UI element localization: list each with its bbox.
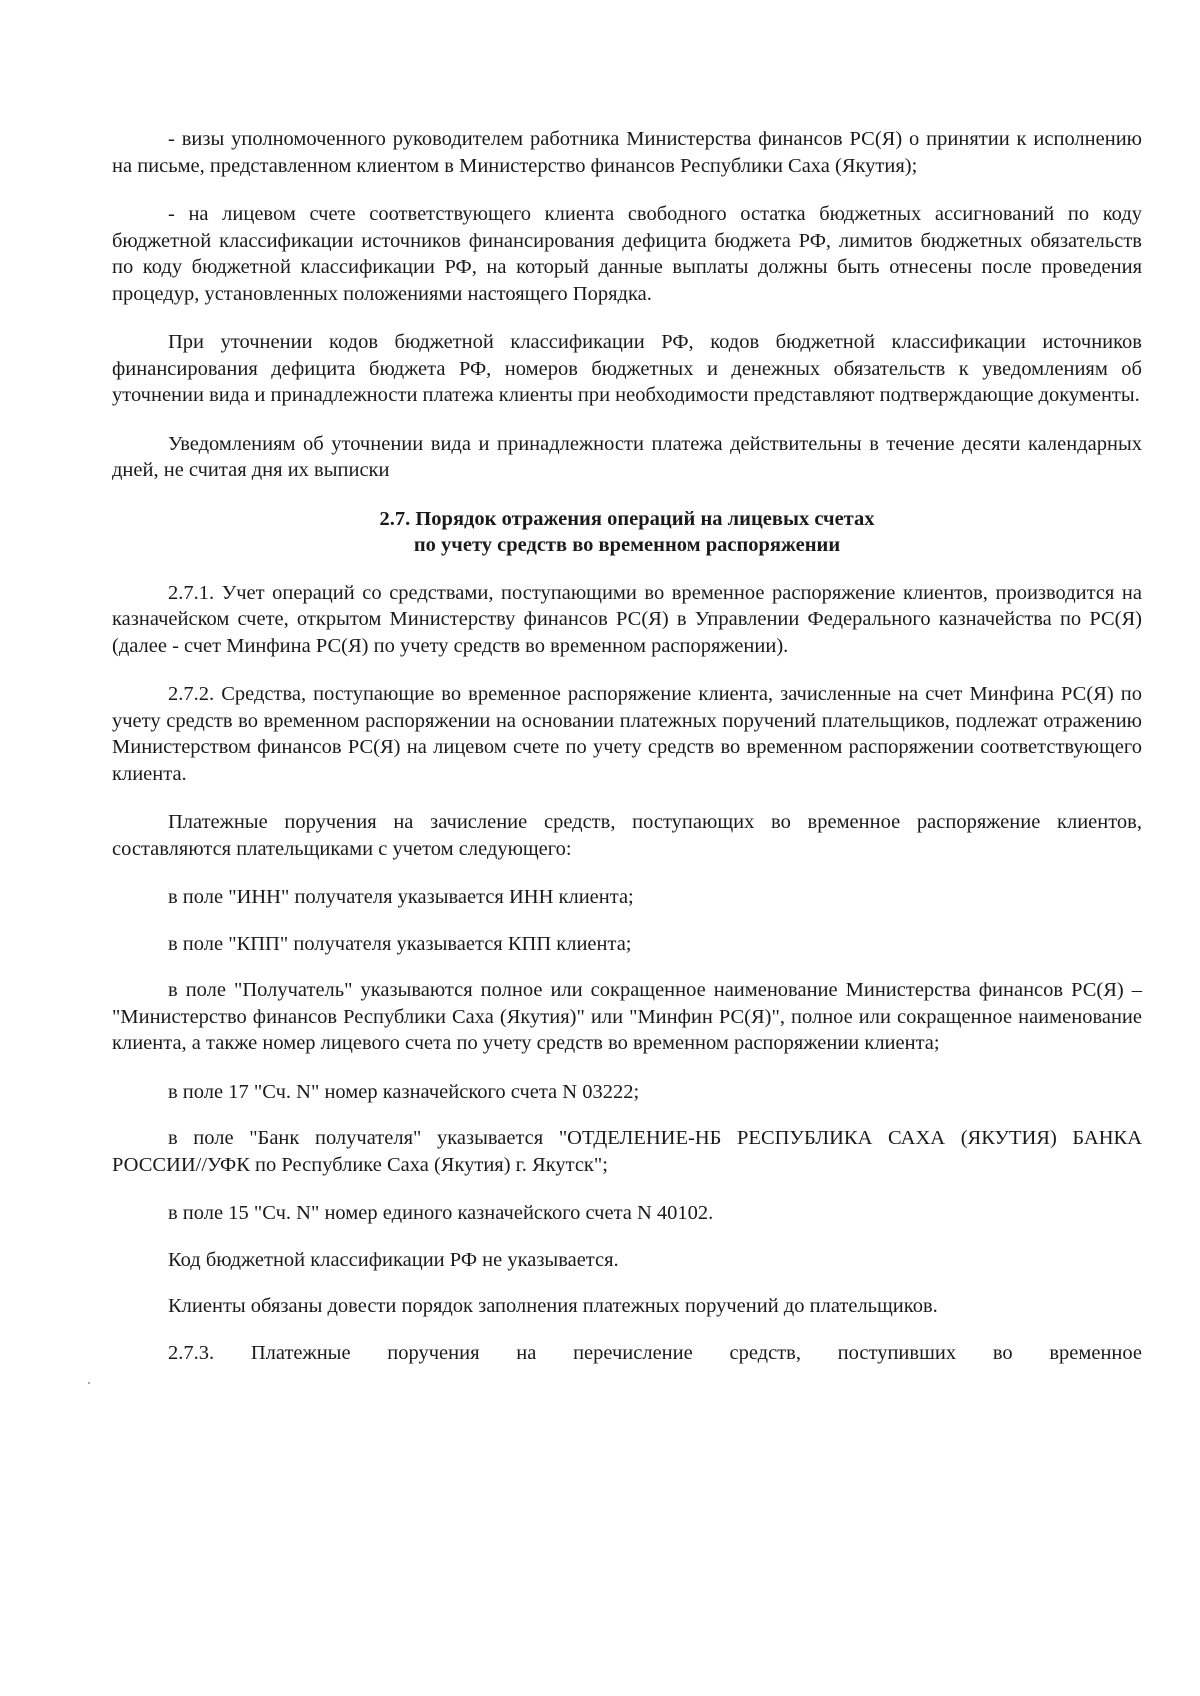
paragraph-2-7-1: 2.7.1. Учет операций со средствами, поступающими во временное распоряжение клиентов, производится на казначейском счете, открытом Министерству финансов РС(Я) в Управлении Федерального казначейства по РС(Я) (далее - счет Минфина РС(Я) по учету средств во временном распоряжении). (112, 581, 1142, 657)
paragraph-field-inn: в поле "ИНН" получателя указывается ИНН клиента; (168, 886, 634, 908)
paragraph-visa: - визы уполномоченного руководителем работника Министерства финансов РС(Я) о принятии к исполнению на письме, представленном клиентом в Министерство финансов Республики Саха (Якутия); (112, 128, 1142, 177)
paragraph-field-bank: в поле "Банк получателя" указывается "ОТДЕЛЕНИЕ-НБ РЕСПУБЛИКА САХА (ЯКУТИЯ) БАНКА РОССИИ//УФК по Республике Саха (Якутия) г. Якутск"; (112, 1127, 1142, 1176)
paragraph-field-15: в поле 15 "Сч. N" номер единого казначейского счета N 40102. (168, 1202, 714, 1224)
paragraph-field-17: в поле 17 "Сч. N" номер казначейского счета N 03222; (168, 1080, 640, 1103)
section-heading-line-2: по учету средств во временном распоряжении (413, 533, 841, 556)
paragraph-field-kpp: в поле "КПП" получателя указывается КПП клиента; (168, 932, 632, 955)
paragraph-2-7-3: 2.7.3. Платежные поручения на перечисление средств, поступивших во временное (168, 1341, 1142, 1364)
scan-speck (88, 1382, 90, 1384)
section-heading (112, 506, 1142, 558)
section-heading-line-1: 2.7. Порядок отражения операций на лицевых счетах (379, 507, 875, 530)
paragraph-notice-validity: Уведомлениям об уточнении вида и принадлежности платежа действительны в течение десяти календарных дней, не считая дня их выписки (112, 432, 1142, 481)
paragraph-field-recipient: в поле "Получатель" указываются полное или сокращенное наименование Министерства финансов РС(Я) – "Министерство финансов Республики Саха (Якутия)" или "Минфин РС(Я)", полное или сокращенное наименование клиента, а также номер лицевого счета по учету средств во временном распоряжении клиента; (112, 979, 1142, 1054)
paragraph-balance: - на лицевом счете соответствующего клиента свободного остатка бюджетных ассигнований по коду бюджетной классификации источников финансирования дефицита бюджета РФ, лимитов бюджетных обязательств по коду бюджетной классификации РФ, на который данные выплаты должны быть отнесены после проведения процедур, установленных положениями настоящего Порядка. (112, 203, 1142, 305)
document-body (112, 126, 1142, 1366)
paragraph-code-clarification: При уточнении кодов бюджетной классификации РФ, кодов бюджетной классификации источников финансирования дефицита бюджета РФ, номеров бюджетных и денежных обязательств к уведомлениям об уточнении вида и принадлежности платежа клиенты при необходимости представляют подтверждающие документы. (112, 331, 1142, 406)
paragraph-clients-obliged: Клиенты обязаны довести порядок заполнения платежных поручений до плательщиков. (168, 1295, 938, 1317)
paragraph-2-7-2: 2.7.2. Средства, поступающие во временное распоряжение клиента, зачисленные на счет Минфина РС(Я) по учету средств во временном распоряжении на основании платежных поручений плательщиков, подлежат отражению Министерством финансов РС(Я) на лицевом счете по учету средств во временном распоряжении соответствующего клиента. (112, 683, 1142, 785)
paragraph-payment-orders: Платежные поручения на зачисление средств, поступающих во временное распоряжение клиентов, составляются плательщиками с учетом следующего: (112, 811, 1142, 860)
paragraph-kbk: Код бюджетной классификации РФ не указывается. (168, 1248, 619, 1271)
